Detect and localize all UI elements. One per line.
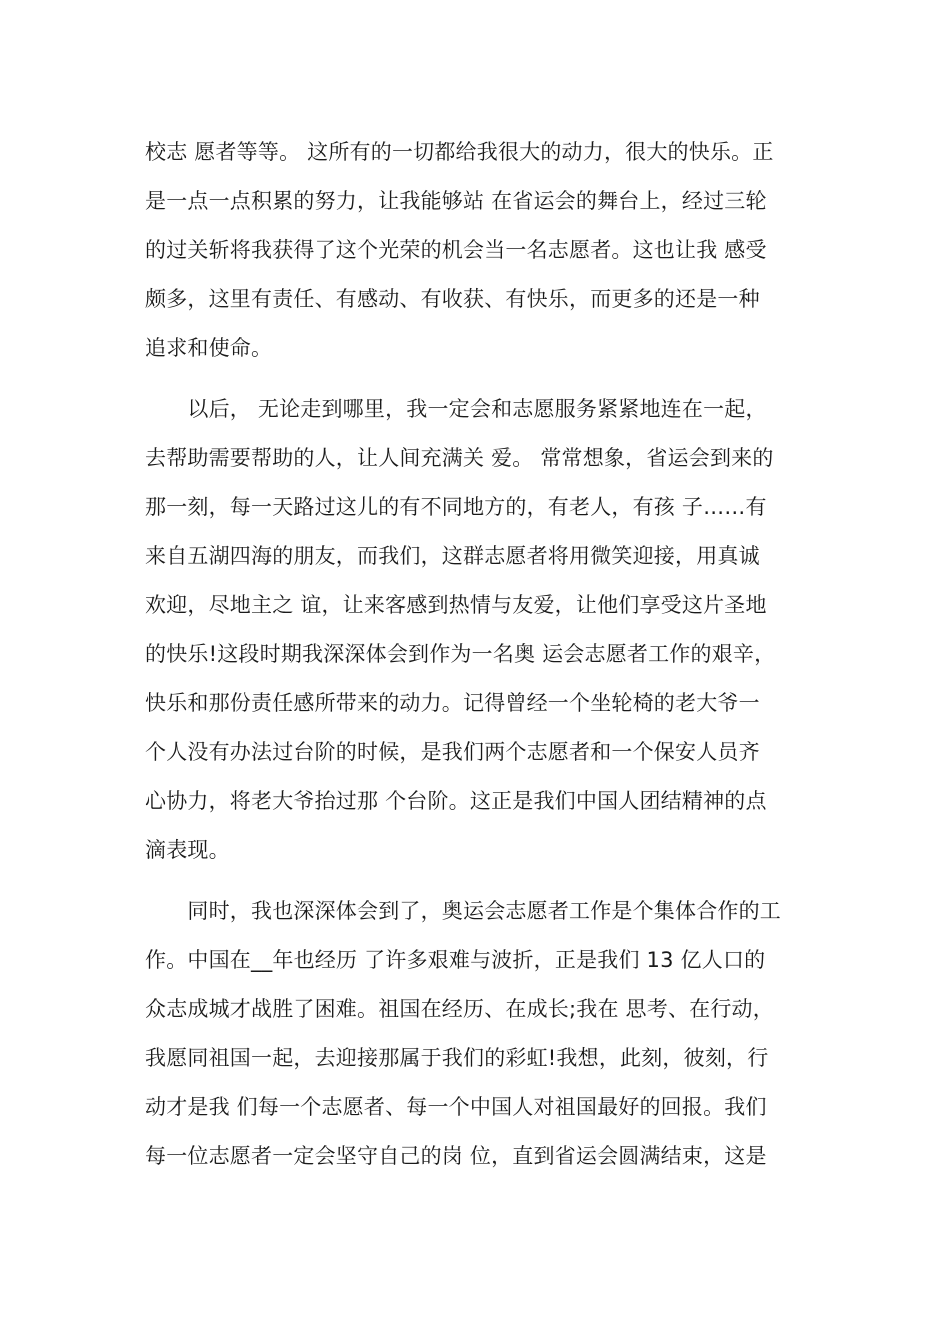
paragraph-line: 欢迎，尽地主之 谊，让来客感到热情与友爱，让他们享受这片圣地 <box>145 593 767 617</box>
paragraph-line: 以后， 无论走到哪里，我一定会和志愿服务紧紧地连在一起， <box>145 397 767 421</box>
paragraph <box>145 128 810 373</box>
paragraph-line: 动才是我 们每一个志愿者、每一个中国人对祖国最好的回报。我们 <box>145 1095 767 1119</box>
paragraph-line: 心协力，将老大爷抬过那 个台阶。这正是我们中国人团结精神的点 <box>145 789 767 813</box>
document-body <box>145 128 810 1193</box>
paragraph-line: 是一点一点积累的努力，让我能够站 在省运会的舞台上，经过三轮 <box>145 189 767 213</box>
paragraph-line: 滴表现。 <box>145 838 230 862</box>
paragraph-line: 追求和使命。 <box>145 336 273 360</box>
paragraph-line: 我愿同祖国一起，去迎接那属于我们的彩虹!我想，此刻，彼刻，行 <box>145 1046 769 1070</box>
paragraph-line: 颇多，这里有责任、有感动、有收获、有快乐，而更多的还是一种 <box>145 287 760 311</box>
paragraph-line: 快乐和那份责任感所带来的动力。记得曾经一个坐轮椅的老大爷一 <box>145 691 760 715</box>
paragraph-line: 的过关斩将我获得了这个光荣的机会当一名志愿者。这也让我 感受 <box>145 238 767 262</box>
paragraph-line: 同时，我也深深体会到了，奥运会志愿者工作是个集体合作的工 <box>145 899 781 923</box>
paragraph-line: 校志 愿者等等。 这所有的一切都给我很大的动力，很大的快乐。正 <box>145 140 774 164</box>
paragraph-line: 去帮助需要帮助的人，让人间充满关 爱。 常常想象，省运会到来的 <box>145 446 774 470</box>
paragraph-line: 作。中国在__年也经历 了许多艰难与波折，正是我们 13 亿人口的 <box>145 948 766 972</box>
paragraph-line: 众志成城才战胜了困难。祖国在经历、在成长;我在 思考、在行动， <box>145 997 774 1021</box>
paragraph <box>145 887 810 1181</box>
paragraph-line: 那一刻，每一天路过这儿的有不同地方的，有老人，有孩 子……有 <box>145 495 767 519</box>
paragraph-line: 的快乐!这段时期我深深体会到作为一名奥 运会志愿者工作的艰辛， <box>145 642 776 666</box>
paragraph-line: 个人没有办法过台阶的时候，是我们两个志愿者和一个保安人员齐 <box>145 740 760 764</box>
paragraph-line: 每一位志愿者一定会坚守自己的岗 位，直到省运会圆满结束，这是 <box>145 1144 767 1168</box>
paragraph-line: 来自五湖四海的朋友，而我们，这群志愿者将用微笑迎接，用真诚 <box>145 544 760 568</box>
paragraph <box>145 385 810 875</box>
